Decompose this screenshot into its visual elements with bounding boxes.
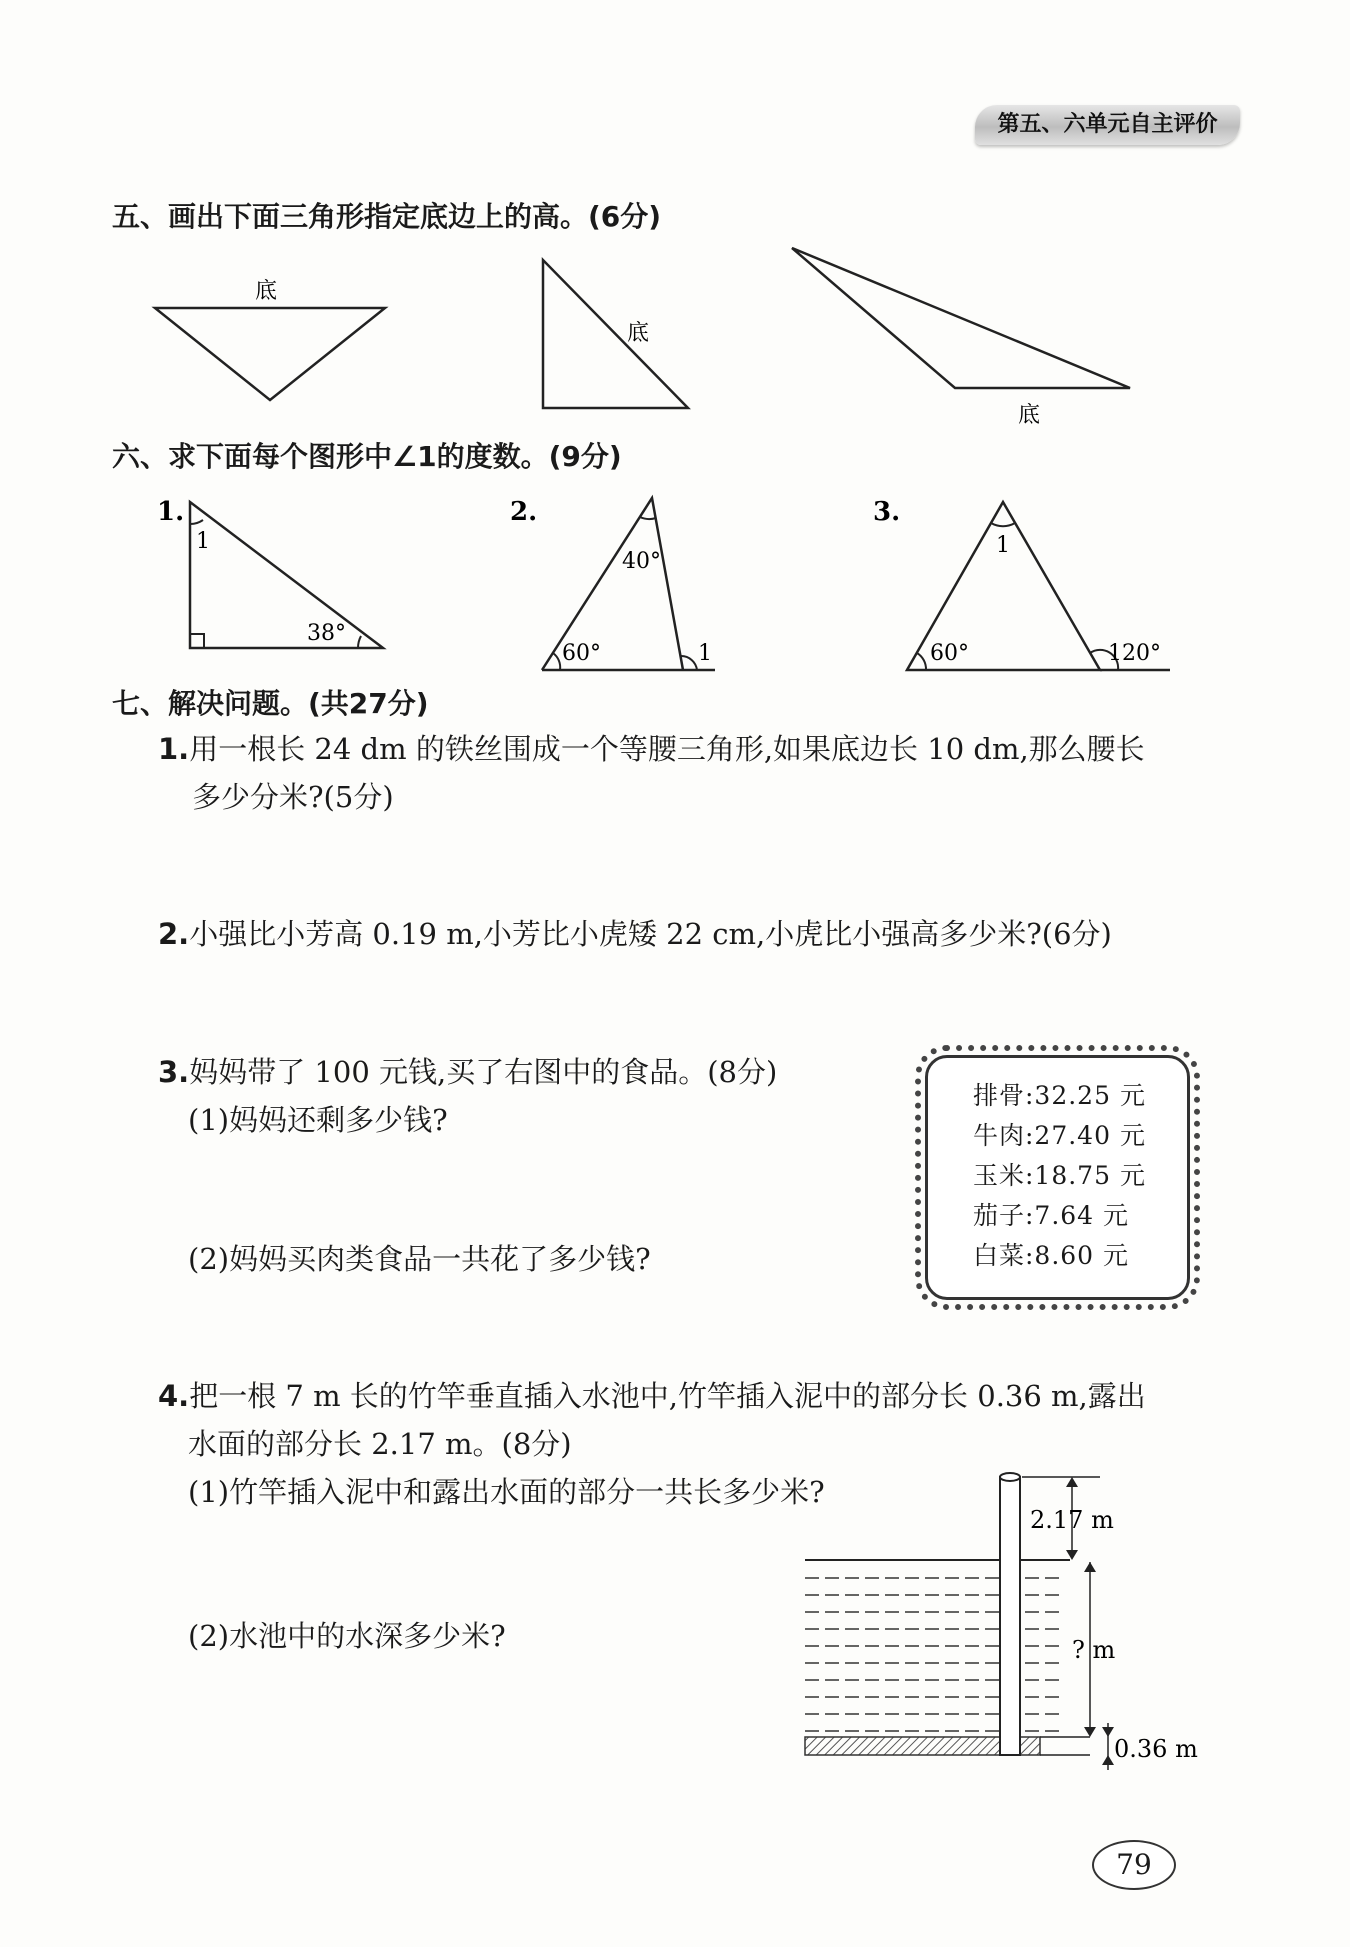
question-3-sub2: (2)妈妈买肉类食品一共花了多少钱? <box>188 1242 651 1276</box>
section5-heading: 五、画出下面三角形指定底边上的高。(6分) <box>112 200 662 233</box>
question-1-number: 1. <box>158 732 190 766</box>
question-3-text: 妈妈带了 100 元钱,买了右图中的食品。(8分) <box>189 1055 778 1089</box>
figure2-angle1-label: 1 <box>698 641 712 666</box>
price-item-ribs: 排骨:32.25 元 <box>973 1081 1146 1110</box>
figure1-right-angle <box>190 634 204 648</box>
price-item-cabbage: 白菜:8.60 元 <box>973 1241 1130 1270</box>
figure3-angle1-arc <box>991 523 1015 526</box>
section7-heading: 七、解决问题。(共27分) <box>112 687 429 720</box>
base-label-3: 底 <box>1018 403 1041 428</box>
base-label-1: 底 <box>255 279 278 304</box>
price-list-box <box>925 1055 1190 1300</box>
question-2-text: 小强比小芳高 0.19 m,小芳比小虎矮 22 cm,小虎比小强高多少米?(6分) <box>189 917 1112 951</box>
question-3-number: 3. <box>158 1055 190 1089</box>
figure3-number: 3. <box>873 497 901 527</box>
question-4-line2: 水面的部分长 2.17 m。(8分) <box>188 1427 572 1461</box>
figure1-38-label: 38° <box>307 621 346 646</box>
question-3 <box>158 1048 898 1144</box>
figure2-40-label: 40° <box>622 549 661 574</box>
figure1-number: 1. <box>157 497 185 527</box>
label-mud: 0.36 m <box>1114 1735 1198 1763</box>
figure3-60-arc <box>917 653 926 670</box>
question-1 <box>158 725 1218 821</box>
figure1-triangle <box>190 502 383 648</box>
base-label-2: 底 <box>627 321 650 346</box>
price-item-eggplant: 茄子:7.64 元 <box>973 1201 1130 1230</box>
unit-header-tab: 第五、六单元自主评价 <box>975 105 1240 145</box>
question-4-number: 4. <box>158 1379 190 1413</box>
question-1-line1: 用一根长 24 dm 的铁丝围成一个等腰三角形,如果底边长 10 dm,那么腰长 <box>189 732 1145 766</box>
section5-triangles <box>0 240 1350 440</box>
label-water-depth: ? m <box>1072 1636 1116 1664</box>
triangle-inverted <box>155 308 385 400</box>
question-1-line2: 多少分米?(5分) <box>192 780 394 814</box>
question-4-sub2: (2)水池中的水深多少米? <box>188 1619 506 1653</box>
price-item-corn: 玉米:18.75 元 <box>973 1161 1146 1190</box>
triangle-obtuse <box>792 248 1130 388</box>
page-number: 79 <box>1092 1840 1176 1890</box>
figure2-40-arc <box>640 517 656 519</box>
price-item-beef: 牛肉:27.40 元 <box>973 1121 1146 1150</box>
pond-diagram <box>800 1465 1220 1795</box>
figure2-number: 2. <box>510 497 538 527</box>
question-3-sub1: (1)妈妈还剩多少钱? <box>188 1103 448 1137</box>
water-dash-lines <box>805 1578 1062 1731</box>
figure3-60-label: 60° <box>930 641 969 666</box>
section6-figures <box>0 490 1350 680</box>
figure2-60-arc <box>553 653 560 670</box>
section6-heading: 六、求下面每个图形中∠1的度数。(9分) <box>112 440 622 473</box>
bamboo-pole <box>1000 1477 1020 1755</box>
figure1-38-arc <box>358 636 361 648</box>
question-4-line1: 把一根 7 m 长的竹竿垂直插入水池中,竹竿插入泥中的部分长 0.36 m,露出 <box>189 1379 1146 1413</box>
figure3-angle1-label: 1 <box>996 533 1010 558</box>
question-2 <box>158 910 1238 958</box>
question-2-number: 2. <box>158 917 190 951</box>
triangle-right <box>543 260 688 408</box>
figure2-60-label: 60° <box>562 641 601 666</box>
figure1-angle1-arc <box>190 520 203 524</box>
figure3-120-label: 120° <box>1108 641 1161 666</box>
question-4-sub1: (1)竹竿插入泥中和露出水面的部分一共长多少米? <box>188 1475 825 1509</box>
label-exposed: 2.17 m <box>1030 1506 1114 1534</box>
figure1-angle1-label: 1 <box>196 529 210 554</box>
